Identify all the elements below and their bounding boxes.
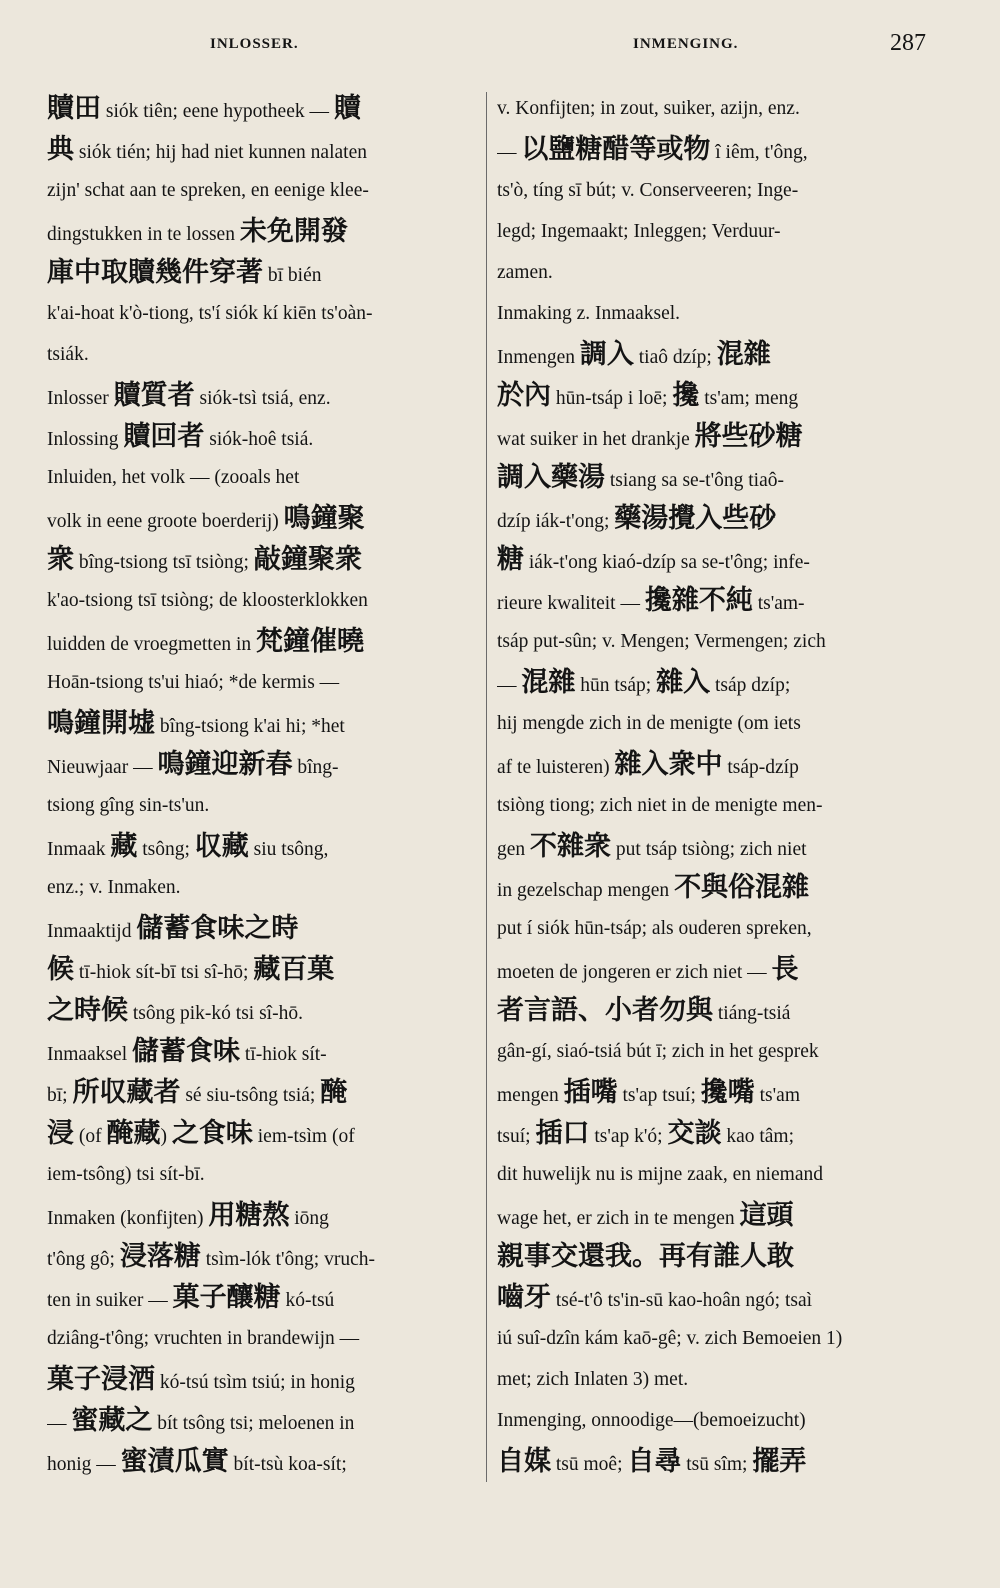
text-line: Inluiden, het volk — (zooals het <box>47 467 300 488</box>
text-line: 嚙牙 tsé-t'ô ts'in-sū kao-hoân ngó; tsaì <box>497 1282 813 1313</box>
text-line: tsáp put-sûn; v. Mengen; Vermengen; zich <box>497 631 826 652</box>
text-line: Hoān-tsiong ts'ui hiaó; *de kermis — <box>47 672 340 693</box>
text-line: 之時候 tsông pik-kó tsi sî-hō. <box>47 995 303 1026</box>
text-line: tsiòng tiong; zich niet in de menigte men- <box>497 795 823 816</box>
text-line: Inmaaktijd 儲蓄食味之時 <box>47 913 299 944</box>
text-line: zamen. <box>497 262 553 283</box>
text-line: gân-gí, siaó-tsiá bút ī; zich in het gesprek <box>497 1041 819 1062</box>
text-line: luidden de vroegmetten in 梵鐘催曉 <box>47 626 365 657</box>
text-line: 鳴鐘開墟 bîng-tsiong k'ai hi; *het <box>47 708 345 739</box>
text-line: dingstukken in te lossen 未免開發 <box>47 216 348 247</box>
text-line: 調入藥湯 tsiang sa se-t'ông tiaô- <box>497 462 784 493</box>
text-line: mengen 插嘴 ts'ap tsuí; 攙嘴 ts'am <box>497 1077 800 1108</box>
text-line: 衆 bîng-tsiong tsī tsiòng; 敲鐘聚衆 <box>47 544 362 575</box>
text-line: t'ông gô; 浸落糖 tsìm-lók t'ông; vruch- <box>47 1241 375 1272</box>
left-column <box>47 88 477 1482</box>
text-line: 菓子浸酒 kó-tsú tsìm tsiú; in honig <box>47 1364 355 1395</box>
text-line: put í siók hūn-tsáp; als ouderen spreken, <box>497 918 812 939</box>
text-line: zijn' schat aan te spreken, en eenige klee- <box>47 180 369 201</box>
right-column <box>497 88 927 1482</box>
text-line: Inlosser 贖質者 siók-tsì tsiá, enz. <box>47 380 331 411</box>
text-line: 自媒 tsū moê; 自尋 tsū sîm; 擺弄 <box>497 1446 807 1477</box>
text-line: bī; 所収藏者 sé siu-tsông tsiá; 醃 <box>47 1077 348 1108</box>
text-line: 浸 (of 醃藏) 之食味 iem-tsìm (of <box>47 1118 355 1149</box>
text-line: ts'ò, tíng sī bút; v. Conserveeren; Inge- <box>497 180 799 201</box>
text-line: 親事交還我。再有誰人敢 <box>497 1241 794 1272</box>
text-line: v. Konfijten; in zout, suiker, azijn, enz. <box>497 98 800 119</box>
text-line: dit huwelijk nu is mijne zaak, en niemand <box>497 1164 824 1185</box>
text-line: honig — 蜜漬瓜實 bít-tsù koa-sít; <box>47 1446 347 1477</box>
text-line: iú suî-dzîn kám kaō-gê; v. zich Bemoeien 1) <box>497 1328 843 1349</box>
text-line: enz.; v. Inmaken. <box>47 877 181 898</box>
text-line: iem-tsông) tsi sít-bī. <box>47 1164 205 1185</box>
text-line: wage het, er zich in te mengen 這頭 <box>497 1200 794 1231</box>
text-line: Inlossing 贖回者 siók-hoê tsiá. <box>47 421 314 452</box>
text-line: 於內 hūn-tsáp i loē; 攙 ts'am; meng <box>497 380 799 411</box>
text-line: 贖田 siók tiên; eene hypotheek — 贖 <box>47 93 361 124</box>
text-line: — 混雜 hūn tsáp; 雜入 tsáp dzíp; <box>497 667 791 698</box>
text-line: moeten de jongeren er zich niet — 長 <box>497 954 799 985</box>
text-line: 典 siók tién; hij had niet kunnen nalaten <box>47 134 367 165</box>
text-line: wat suiker in het drankje 將些砂糖 <box>497 421 803 452</box>
text-line: Inmenging, onnoodige—(bemoeizucht) <box>497 1410 806 1431</box>
text-line: af te luisteren) 雜入衆中 tsáp-dzíp <box>497 749 799 780</box>
text-line: 庫中取贖幾件穿著 bī bién <box>47 257 322 288</box>
running-head-left: INLOSSER. <box>210 36 299 52</box>
text-line: met; zich Inlaten 3) met. <box>497 1369 689 1390</box>
text-line: Inmaak 藏 tsông; 収藏 siu tsông, <box>47 831 329 862</box>
text-line: k'ai-hoat k'ò-tiong, ts'í siók kí kiēn ts'oàn- <box>47 303 373 324</box>
running-head-right: INMENGING. <box>633 36 739 52</box>
text-line: Inmengen 調入 tiaô dzíp; 混雜 <box>497 339 771 370</box>
text-line: hij mengde zich in de menigte (om iets <box>497 713 801 734</box>
text-line: k'ao-tsiong tsī tsiòng; de kloosterklokken <box>47 590 368 611</box>
text-line: in gezelschap mengen 不與俗混雜 <box>497 872 810 903</box>
page-number: 287 <box>890 30 926 56</box>
text-line: 候 tī-hiok sít-bī tsi sî-hō; 藏百菓 <box>47 954 335 985</box>
text-line: 者言語、小者勿與 tiáng-tsiá <box>497 995 791 1026</box>
text-line: dziâng-t'ông; vruchten in brandewijn — <box>47 1328 360 1349</box>
text-line: dzíp iák-t'ong; 藥湯攪入些砂 <box>497 503 777 534</box>
column-divider <box>486 92 487 1482</box>
text-line: gen 不雜衆 put tsáp tsiòng; zich niet <box>497 831 807 862</box>
text-line: 糖 iák-t'ong kiaó-dzíp sa se-t'ông; infe- <box>497 544 810 575</box>
text-line: volk in eene groote boerderij) 鳴鐘聚 <box>47 503 365 534</box>
text-line: — 蜜藏之 bít tsông tsi; meloenen in <box>47 1405 355 1436</box>
text-line: Nieuwjaar — 鳴鐘迎新春 bîng- <box>47 749 339 780</box>
text-line: Inmaking z. Inmaaksel. <box>497 303 681 324</box>
text-line: rieure kwaliteit — 攙雜不純 ts'am- <box>497 585 805 616</box>
text-line: Inmaken (konfijten) 用糖熬 iōng <box>47 1200 329 1231</box>
text-line: tsuí; 插口 ts'ap k'ó; 交談 kao tâm; <box>497 1118 795 1149</box>
text-line: Inmaaksel 儲蓄食味 tī-hiok sít- <box>47 1036 327 1067</box>
text-line: tsiák. <box>47 344 89 365</box>
text-line: tsiong gîng sin-ts'un. <box>47 795 210 816</box>
text-line: ten in suiker — 菓子釀糖 kó-tsú <box>47 1282 335 1313</box>
text-line: legd; Ingemaakt; Inleggen; Verduur- <box>497 221 781 242</box>
text-line: — 以鹽糖醋等或物 î iêm, t'ông, <box>497 134 808 165</box>
